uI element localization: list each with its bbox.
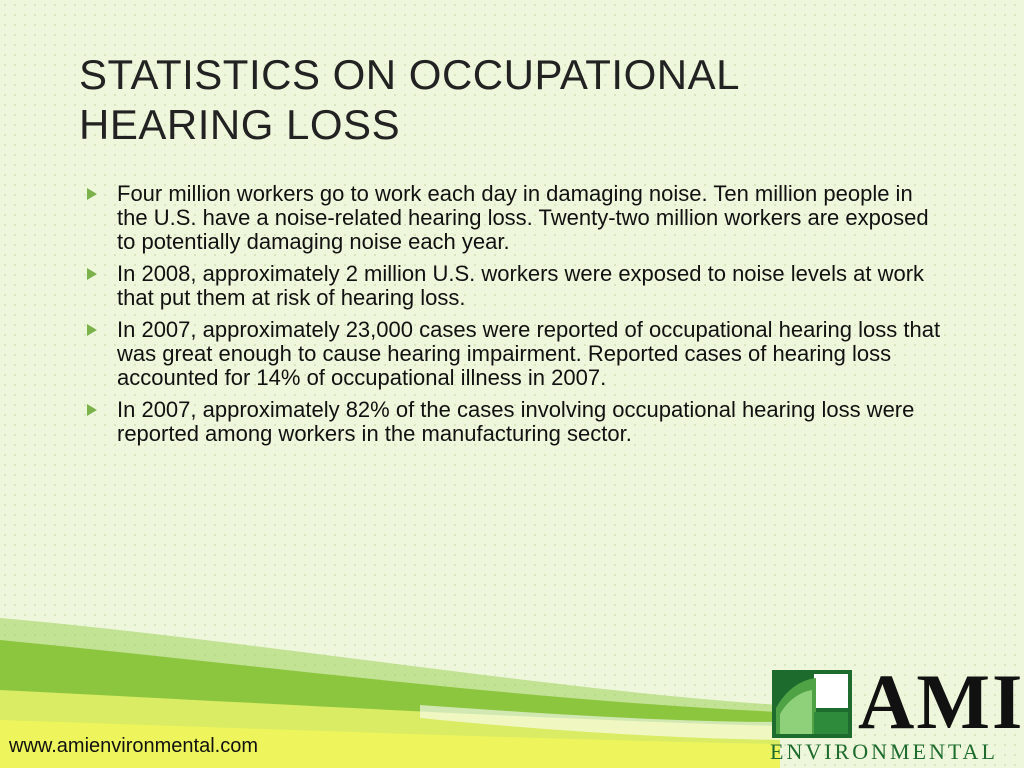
slide-title-line: HEARING LOSS — [79, 101, 401, 148]
bullet-item — [87, 398, 947, 446]
ami-environmental-logo — [770, 658, 1024, 766]
triangle-bullet-icon — [87, 268, 97, 280]
slide-title-line: STATISTICS ON OCCUPATIONAL — [79, 51, 740, 98]
website-url: www.amienvironmental.com — [9, 735, 258, 757]
bullet-text: In 2007, approximately 23,000 cases were reported of occupational hearing loss that was great enough to cause hearing impairment. Reported cases of hearing loss accounted for 14% of occupational illness in 2007. — [117, 317, 941, 390]
bullet-item — [87, 262, 947, 310]
slide-title — [79, 50, 979, 150]
triangle-bullet-icon — [87, 188, 97, 200]
bullet-text: In 2008, approximately 2 million U.S. workers were exposed to noise levels at work that put them at risk of hearing loss. — [117, 261, 925, 310]
triangle-bullet-icon — [87, 324, 97, 336]
bullet-item — [87, 182, 947, 254]
logo-emblem-icon — [770, 668, 854, 740]
bullet-text: Four million workers go to work each day in damaging noise. Ten million people in the U.S. have a noise-related hearing loss. Twenty-two million workers are exposed to potentially damaging noise each year. — [117, 181, 929, 254]
logo-wordmark: AMI — [858, 658, 1024, 745]
bullet-text: In 2007, approximately 82% of the cases involving occupational hearing loss were reported among workers in the manufacturing sector. — [117, 397, 915, 446]
triangle-bullet-icon — [87, 404, 97, 416]
bullet-item — [87, 318, 947, 390]
logo-subtitle: ENVIRONMENTAL — [770, 739, 998, 764]
bullet-list — [87, 182, 947, 454]
